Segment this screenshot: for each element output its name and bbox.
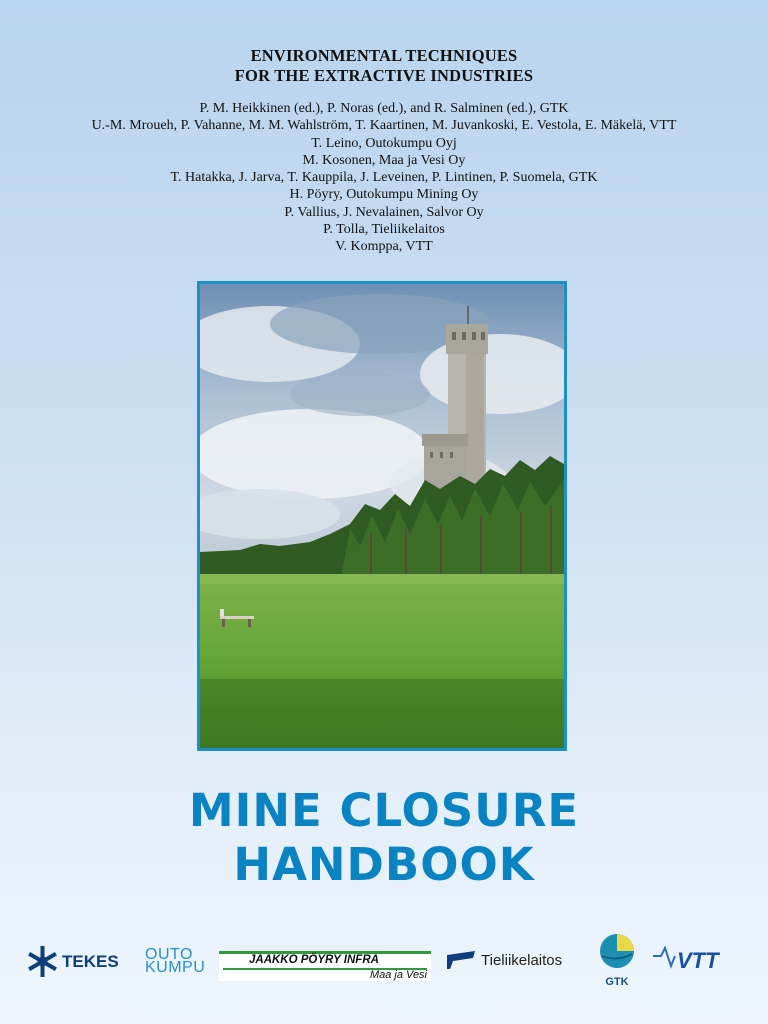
tekes-logo	[26, 945, 119, 978]
tieliikelaitos-logo	[447, 951, 562, 969]
tekes-label: TEKES	[62, 951, 119, 971]
series-title-line-1: ENVIRONMENTAL TECHNIQUES	[250, 46, 518, 65]
author-line: H. Pöyry, Outokumpu Mining Oy	[289, 187, 479, 203]
author-line: P. Vallius, J. Nevalainen, Salvor Oy	[284, 204, 484, 220]
author-line: T. Leino, Outokumpu Oyj	[311, 135, 457, 151]
author-list	[0, 100, 768, 256]
handbook-title-line-2: HANDBOOK	[233, 838, 535, 891]
publisher-logos	[0, 930, 768, 990]
maa-ja-vesi-label: Maa ja Vesi	[369, 969, 427, 981]
author-line: V. Komppa, VTT	[335, 239, 433, 255]
cover-photo	[197, 281, 567, 751]
jaakko-poyry-logo	[219, 951, 431, 981]
handbook-title-line-1: MINE CLOSURE	[188, 784, 580, 837]
tieliikelaitos-label: Tieliikelaitos	[481, 951, 563, 969]
mine-tower-landscape-image	[200, 284, 564, 748]
author-line: P. M. Heikkinen (ed.), P. Noras (ed.), and R. Salminen (ed.), GTK	[199, 101, 569, 116]
gtk-logo	[597, 932, 637, 988]
author-line: P. Tolla, Tieliikelaitos	[323, 222, 445, 238]
vtt-wordmark-icon	[651, 944, 741, 974]
handbook-title	[0, 784, 768, 892]
vtt-label: VTT	[677, 948, 719, 973]
gtk-label: GTK	[605, 976, 629, 988]
gtk-globe-icon	[598, 932, 636, 970]
outokumpu-label-line-1: OUTO	[145, 946, 193, 963]
series-title-line-2: FOR THE EXTRACTIVE INDUSTRIES	[234, 66, 534, 85]
outokumpu-label-line-2: KUMPU	[145, 959, 206, 976]
jaakko-poyry-label: JAAKKO PÖYRY INFRA	[249, 954, 379, 966]
vtt-logo	[651, 944, 741, 979]
author-line: M. Kosonen, Maa ja Vesi Oy	[302, 152, 466, 168]
series-title	[0, 46, 768, 86]
outokumpu-logo	[145, 948, 207, 974]
tieliikelaitos-road-icon	[447, 951, 475, 969]
author-line: U.-M. Mroueh, P. Vahanne, M. M. Wahlström, T. Kaartinen, M. Juvankoski, E. Vestola, E. Mäkelä, VTT	[91, 118, 677, 134]
tekes-snowflake-icon	[26, 945, 59, 978]
author-line: T. Hatakka, J. Jarva, T. Kauppila, J. Leveinen, P. Lintinen, P. Suomela, GTK	[170, 170, 598, 186]
